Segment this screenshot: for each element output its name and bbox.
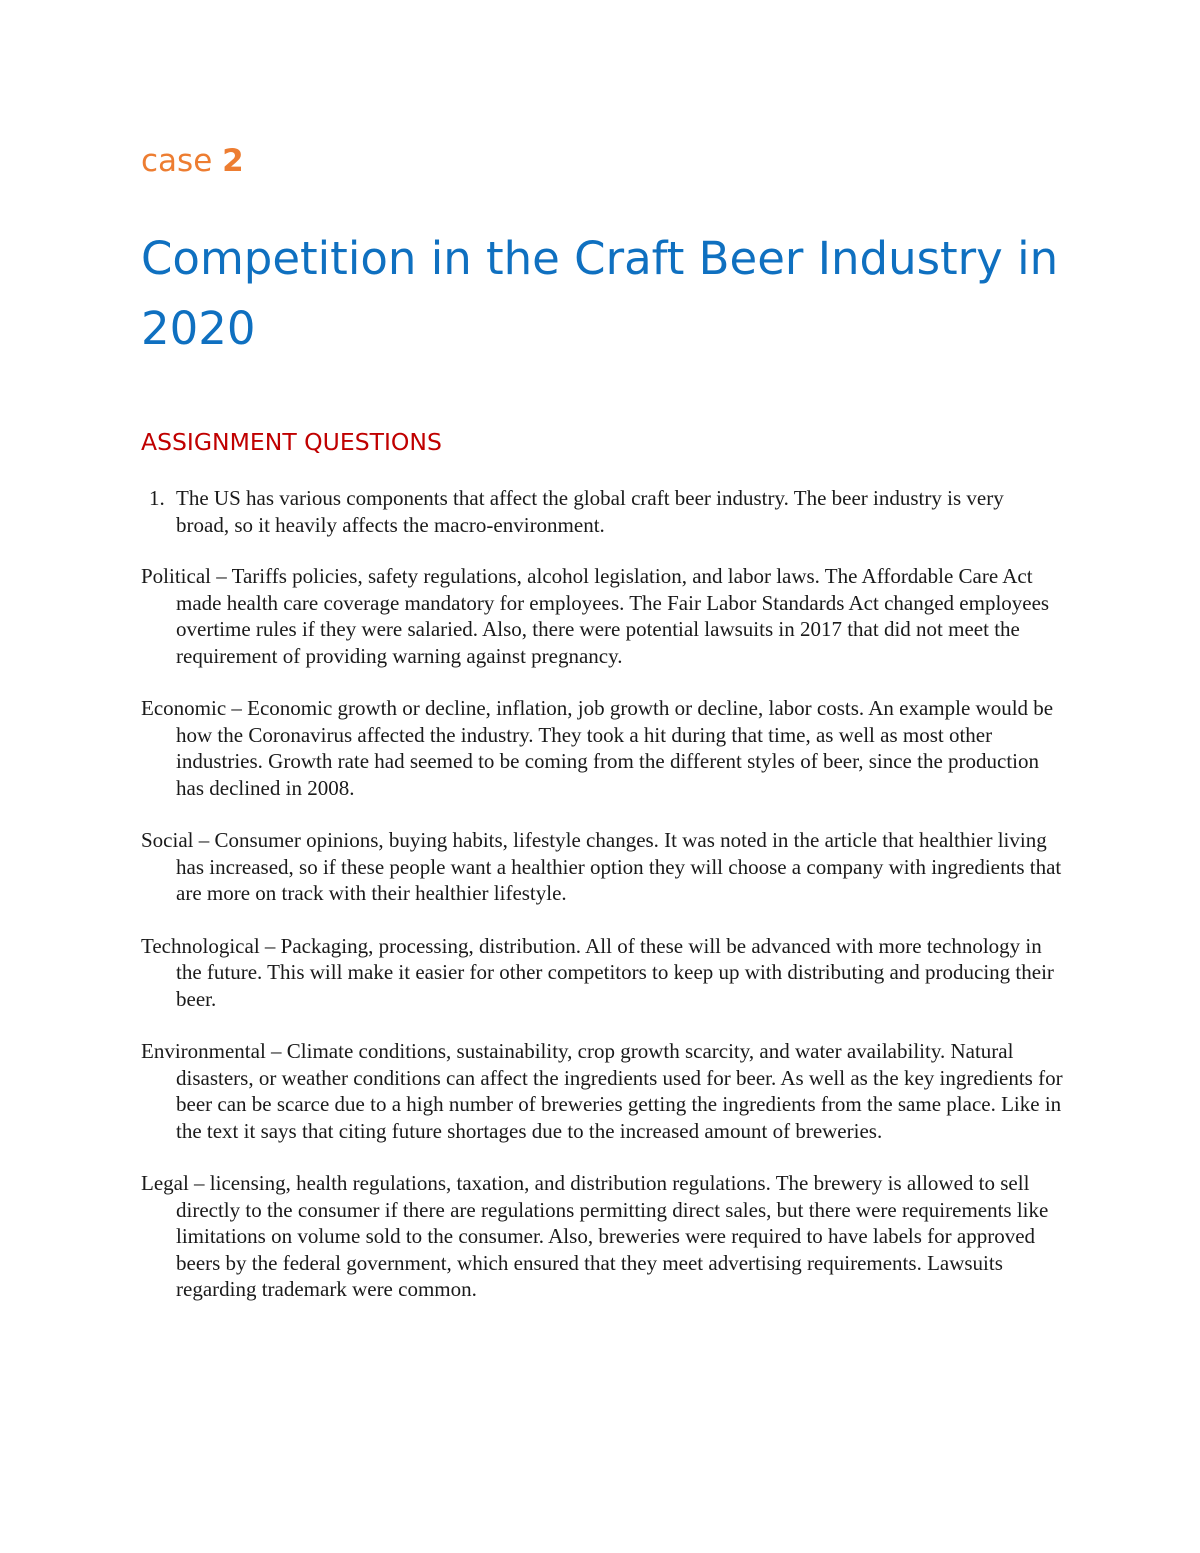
factor-technological: Technological – Packaging, processing, distribution. All of these will be advanced with more technology in the future. This will make it easier for other competitors to keep up with distributing and producing their beer. — [141, 933, 1054, 1011]
section-heading: ASSIGNMENT QUESTIONS — [141, 428, 442, 456]
factor-economic: Economic – Economic growth or decline, inflation, job growth or decline, labor costs. An example would be how the Coronavirus affected the industry. They took a hit during that time, as well as most other industries. Growth rate had seemed to be coming from the different styles of beer, since the production has declined in 2008. — [141, 696, 1054, 800]
factor-social: Social – Consumer opinions, buying habits, lifestyle changes. It was noted in the article that healthier living has increased, so if these people want a healthier option they will choose a company with ingredients that are more on track with their healthier lifestyle. — [141, 828, 1062, 905]
case-number: 2 — [222, 143, 244, 179]
factor-political: Political – Tariffs policies, safety regulations, alcohol legislation, and labor laws. The Affordable Care Act made health care coverage mandatory for employees. The Fair Labor Standards Act changed employees overtime rules if they were salaried. Also, there were potential lawsuits in 2017 that did not meet the requirement of providing warning against pregnancy. — [141, 564, 1050, 668]
pestel-factors — [141, 563, 1071, 1329]
question-number: 1. — [149, 486, 165, 510]
factor-legal: Legal – licensing, health regulations, taxation, and distribution regulations. The brewery is allowed to sell directly to the consumer if there are regulations permitting direct sales, but there were requirements like limitations on volume sold to the consumer. Also, breweries were required to have labels for approved beers by the federal government, which ensured that they meet advertising requirements. Lawsuits regarding trademark were common. — [141, 1171, 1049, 1301]
factor-environmental: Environmental – Climate conditions, sustainability, crop growth scarcity, and water availability. Natural disasters, or weather conditions can affect the ingredients used for beer. As well as the key ingredients for beer can be scarce due to a high number of breweries getting the ingredients from the same place. Like in the text it says that citing future shortages due to the increased amount of breweries. — [141, 1039, 1063, 1143]
case-label — [141, 143, 244, 179]
case-prefix: case — [141, 143, 213, 179]
document-title: Competition in the Craft Beer Industry in 2020 — [141, 232, 1059, 355]
question-text: The US has various components that affect the global craft beer industry. The beer industry is very broad, so it heavily affects the macro-environment. — [176, 486, 1004, 537]
question-item — [149, 485, 1036, 538]
